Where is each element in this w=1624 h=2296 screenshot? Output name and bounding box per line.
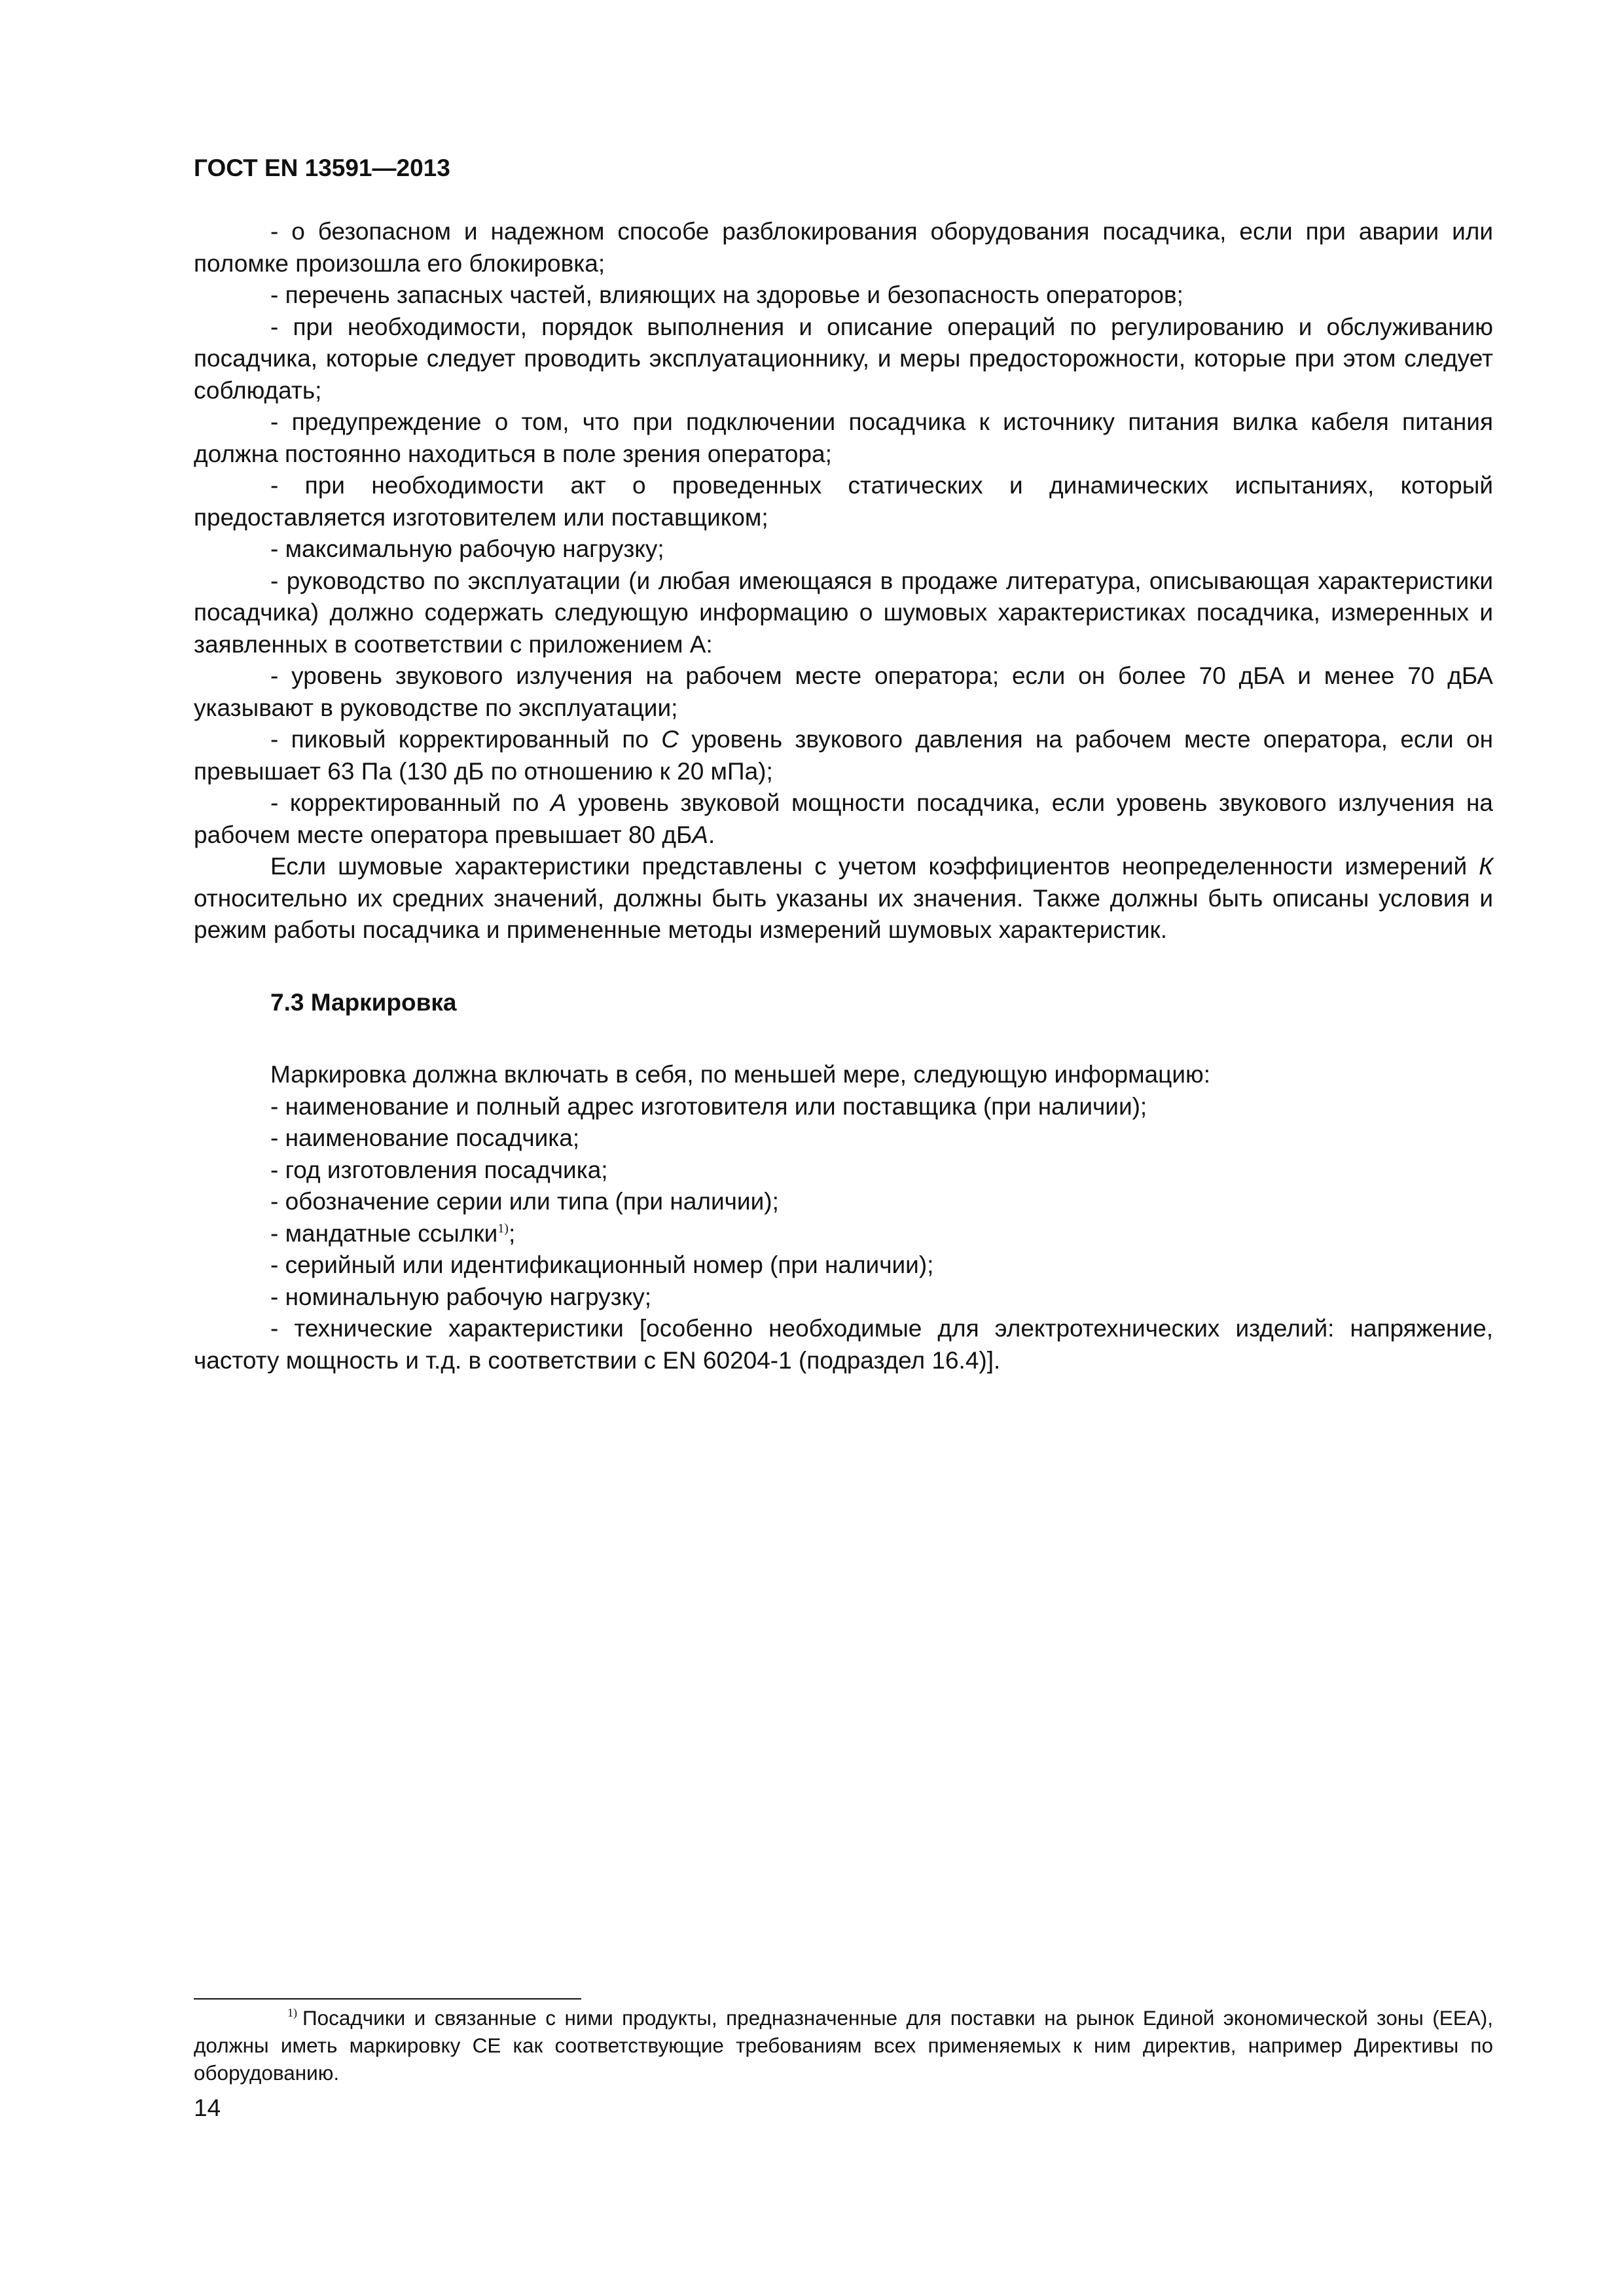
peak-level-text-start: - пиковый корректированный по [270, 726, 662, 753]
uncertainty-paragraph [194, 851, 1493, 946]
marking-item: - год изготовления посадчика; [270, 1156, 608, 1183]
section-title: 7.3 Маркировка [270, 988, 457, 1016]
marking-intro: Маркировка должна включать в себя, по меньшей мере, следующую информацию: [270, 1061, 1211, 1088]
sound-power-italic-a: А [550, 789, 567, 816]
footnote-divider [194, 1998, 581, 2000]
footnote [194, 2004, 1493, 2087]
list-item: - максимальную рабочую нагрузку; [270, 535, 664, 562]
peak-level-item [194, 724, 1493, 787]
sound-power-item [194, 787, 1493, 851]
list-item: - уровень звукового излучения на рабочем месте оператора; если он более 70 дБА и менее 70 дБА указывают в руководстве по эксплуатации; [194, 662, 1493, 721]
marking-list [194, 1091, 1493, 1377]
marking-item: - технические характеристики [особенно необходимые для электротехнических изделий: напряжение, частоту мощность и т.д. в соответствии с EN 60204-1 (подраздел 16.4)]. [194, 1315, 1493, 1374]
marking-item: - наименование и полный адрес изготовителя или поставщика (при наличии); [270, 1092, 1147, 1120]
marking-item [194, 1218, 1493, 1250]
mandate-end: ; [508, 1219, 516, 1247]
sound-power-text-start: - корректированный по [270, 789, 550, 816]
document-header: ГОСТ EN 13591—2013 [194, 154, 450, 181]
footnote-text: Посадчики и связанные с ними продукты, предназначенные для поставки на рынок Единой экономической зоны (ЕЕА), должны иметь маркировку СЕ как соответствующие требованиям всех применяемых к ним директив, например Директивы по оборудованию. [194, 2006, 1493, 2085]
footnote-reference[interactable]: 1) [497, 1221, 509, 1236]
marking-item: - наименование посадчика; [270, 1124, 580, 1151]
sound-power-text-end: . [708, 821, 715, 848]
uncertainty-italic-k: К [1479, 853, 1493, 880]
marking-item: - серийный или идентификационный номер (при наличии); [270, 1251, 934, 1278]
footnote-marker: 1) [287, 2006, 297, 2019]
uncertainty-text-end: относительно их средних значений, должны быть указаны их значения. Также должны быть описаны условия и режим работы посадчика и примененные методы измерений шумовых характеристик. [194, 884, 1493, 943]
uncertainty-text-start: Если шумовые характеристики представлены с учетом коэффициентов неопределенности измерений [270, 853, 1479, 880]
peak-level-text-end: уровень звукового давления на рабочем месте оператора, если он превышает 63 Па (130 дБ по отношению к 20 мПа); [194, 726, 1494, 785]
list-item: - руководство по эксплуатации (и любая имеющаяся в продаже литература, описывающая характеристики посадчика) должно содержать следующую информацию о шумовых характеристиках посадчика, измеренных и заявленных в соответствии с приложением А: [194, 567, 1493, 658]
list-item: - предупреждение о том, что при подключении посадчика к источнику питания вилка кабеля питания должна постоянно находиться в поле зрения оператора; [194, 408, 1493, 467]
marking-item: - обозначение серии или типа (при наличии); [270, 1188, 779, 1215]
document-body [194, 216, 1493, 1376]
page-number: 14 [194, 2094, 221, 2121]
mandate-text: - мандатные ссылки [270, 1219, 498, 1247]
peak-level-italic-c: С [661, 726, 679, 753]
sound-power-italic-unit: А [692, 821, 708, 848]
sound-power-text-middle: уровень звуковой мощности посадчика, если уровень звукового излучения на рабочем месте оператора превышает 80 дБ [194, 789, 1493, 848]
list-item: - при необходимости акт о проведенных статических и динамических испытаниях, который предоставляется изготовителем или поставщиком; [194, 472, 1493, 531]
list-item: - перечень запасных частей, влияющих на здоровье и безопасность операторов; [270, 281, 1183, 308]
list-item: - о безопасном и надежном способе разблокирования оборудования посадчика, если при аварии или поломке произошла его блокировка; [194, 218, 1493, 277]
marking-item: - номинальную рабочую нагрузку; [270, 1283, 651, 1310]
list-item: - при необходимости, порядок выполнения и описание операций по регулированию и обслуживанию посадчика, которые следует проводить эксплуатационнику, и меры предосторожности, которые при этом следует соблюдать; [194, 313, 1493, 404]
